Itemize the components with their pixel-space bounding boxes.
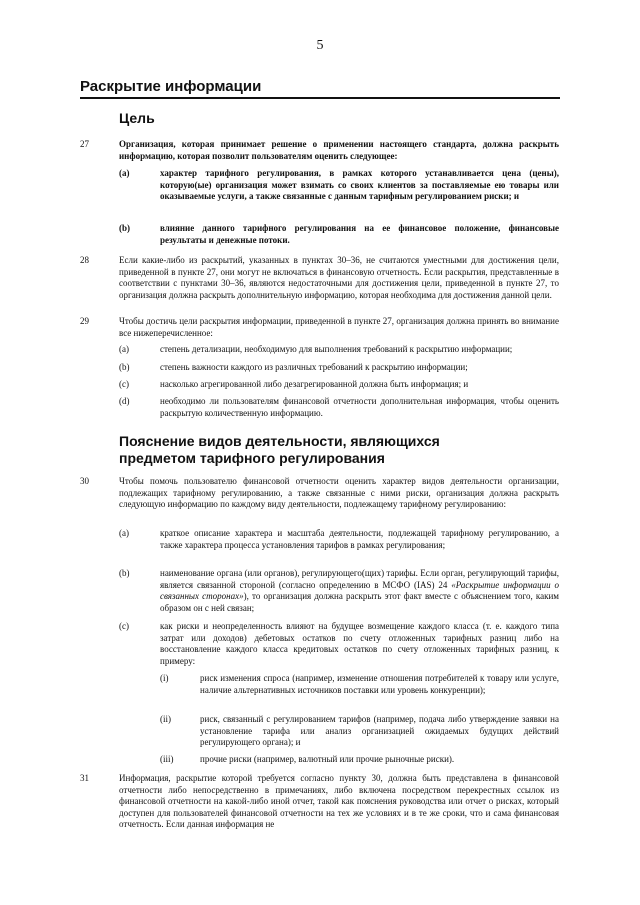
sub-item-label: (ii) [160, 714, 171, 724]
sub-item-label: (i) [160, 673, 169, 683]
sub-item-text: прочие риски (например, валютный или прочие рыночные риски). [200, 754, 455, 764]
paragraph-28-text: Если какие-либо из раскрытий, указанных в пунктах 30–36, не считаются уместными для достижения цели, приведенной в пункте 27, они могут не включаться в финансовую отчетность. Если раскрытия, представленные в соответствии с пунктами 30–36, являются недостаточными для достижения цели, приведенной в пункте 27, то организация должна раскрыть дополнительную информацию, которая необходима для достижения данной цели. [119, 255, 559, 300]
paragraph-29-intro: Чтобы достичь цели раскрытия информации, приведенной в пункте 27, организация должна принять во внимание все нижеперечисленное: [119, 316, 559, 338]
item-b-text-start: наименование органа (или органов), регулирующего(щих) тарифы. Если орган, регулирующий тарифы, является связанной стороной (согласно определению в МСФО (IAS) 24 [160, 568, 559, 590]
paragraph-number: 30 [80, 476, 89, 486]
list-item-text: степень детализации, необходимую для выполнения требований к раскрытию информации; [160, 344, 513, 354]
list-item-text: характер тарифного регулирования, в рамках которого устанавливается цена (цены), которую(ые) организация может взимать со своих клиентов за поставляемые ею товары или оказываемые услуги, а также связанные с данным тарифным регулированием риски; и [160, 168, 559, 201]
paragraph-number: 29 [80, 316, 89, 326]
list-item-label: (b) [119, 223, 130, 233]
list-item-text [160, 568, 559, 614]
sub-item-text: риск изменения спроса (например, изменение отношения потребителей к товару или услуге, наличие альтернативных источников поставки или уровень конкуренции); [200, 673, 559, 695]
sub-item-text: риск, связанный с регулированием тарифов (например, подача либо утверждение заявки на установление тарифа или анализ организацией ожидаемых будущих действий регулирующего органа); и [200, 714, 559, 747]
list-item-label: (c) [119, 621, 129, 631]
list-item-label: (b) [119, 362, 130, 372]
paragraph-number: 31 [80, 773, 89, 783]
list-item-label: (d) [119, 396, 130, 406]
paragraph-number: 28 [80, 255, 89, 265]
sub-item-label: (iii) [160, 754, 174, 764]
paragraph-27-intro: Организация, которая принимает решение о применении настоящего стандарта, должна раскрыть информацию, которая позволит пользователям оценить следующее: [119, 139, 559, 161]
list-item-label: (c) [119, 379, 129, 389]
explanation-heading: Пояснение видов деятельности, являющихся предметом тарифного регулирования [119, 433, 440, 466]
item-b-text-end: ), то организация должна раскрыть этот факт вместе с объяснением того, каким образом он с ней связан; [160, 591, 559, 613]
list-item-label: (a) [119, 168, 130, 178]
list-item-text: как риски и неопределенность влияют на будущее возмещение каждого класса (т. е. каждого типа затрат или доходов) дебетовых остатков по счету отложенных тарифных разниц либо на восстановление каждого класса кредитовых остатков по счету отложенных тарифных разниц, к примеру: [160, 621, 559, 666]
goal-heading: Цель [119, 110, 155, 126]
ias-24-title: «Раскрытие информации о связанных сторонах» [160, 579, 559, 601]
list-item-text: влияние данного тарифного регулирования на ее финансовое положение, финансовые результаты и денежные потоки. [160, 223, 559, 245]
paragraph-31-text: Информация, раскрытие которой требуется согласно пункту 30, должна быть представлена в финансовой отчетности либо непосредственно в примечаниях, либо включена посредством перекрестных ссылок из финансовой отчетности на какой-либо иной отчет, такой как пояснения руководства или отчет о рисках, который доступен для пользователей финансовой отчетности на тех же условиях и в те же сроки, что и сама финансовая отчетность. Если данная информация не [119, 773, 559, 829]
list-item-label: (a) [119, 528, 129, 538]
list-item-text: степень важности каждого из различных требований к раскрытию информации; [160, 362, 468, 372]
list-item-text: краткое описание характера и масштаба деятельности, подлежащей тарифному регулированию, а также характера процесса установления тарифов в рамках регулирования; [160, 528, 559, 550]
paragraph-number: 27 [80, 139, 89, 149]
list-item-label: (a) [119, 344, 129, 354]
list-item-label: (b) [119, 568, 130, 578]
list-item-text: необходимо ли пользователям финансовой отчетности дополнительная информация, чтобы оценить раскрытую количественную информацию. [160, 396, 559, 418]
paragraph-30-intro: Чтобы помочь пользователю финансовой отчетности оценить характер видов деятельности организации, подлежащих тарифному регулированию, а также связанные с ними риски, организация должна раскрыть следующую информацию по каждому виду деятельности, подлежащему тарифному регулированию: [119, 476, 559, 509]
list-item-text: насколько агрегированной либо дезагрегированной должна быть информация; и [160, 379, 469, 389]
page-number: 5 [316, 38, 324, 53]
section-title: Раскрытие информации [80, 78, 560, 99]
